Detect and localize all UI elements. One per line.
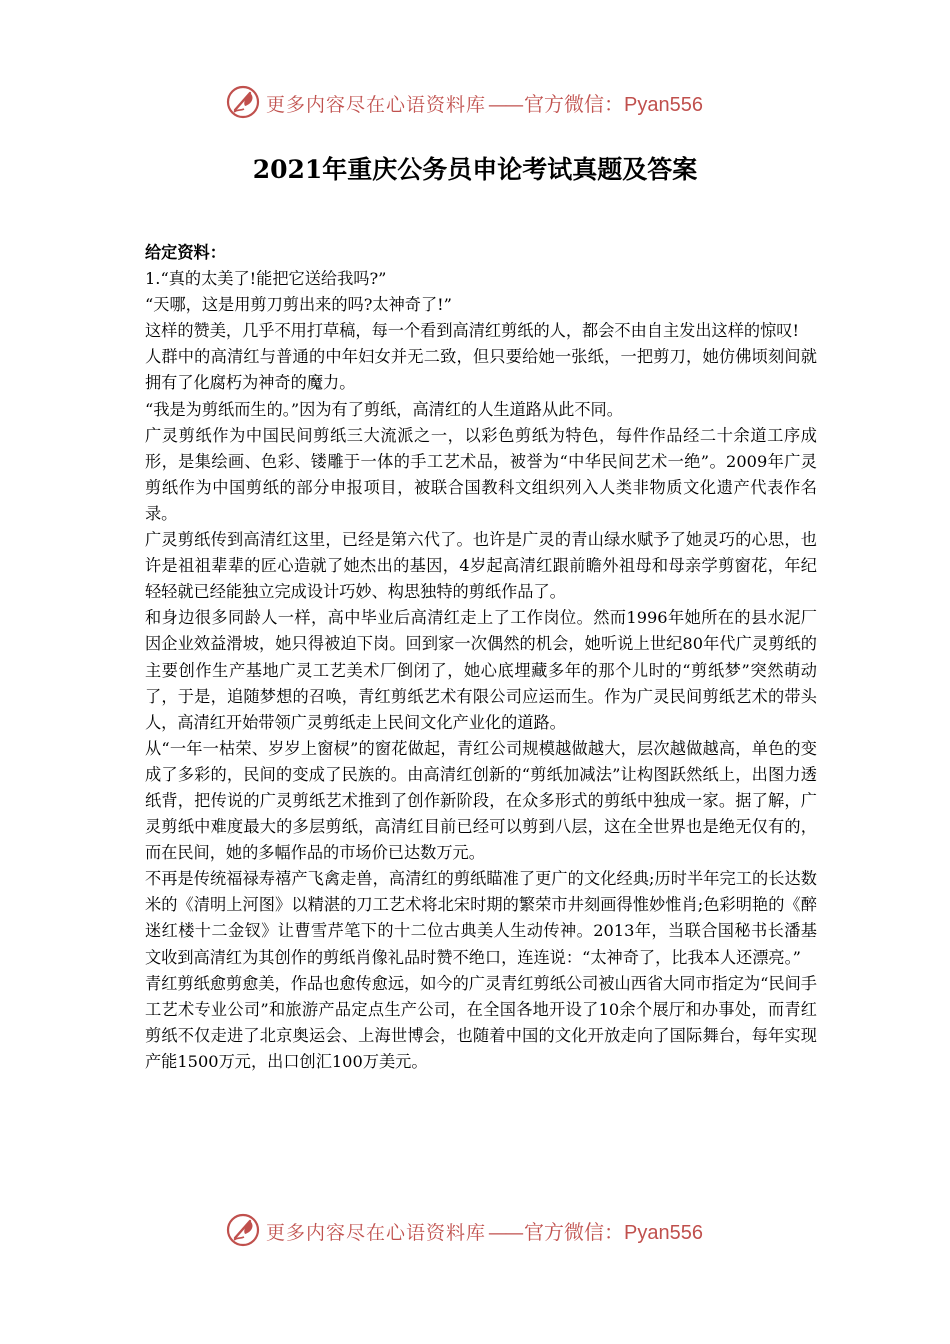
watermark-text: 更多内容尽在心语资料库 —— 官方微信：Pyan556	[266, 1221, 703, 1244]
paragraph: “我是为剪纸而生的。”因为有了剪纸，高清红的人生道路从此不同。	[145, 399, 623, 419]
paragraph: 广灵剪纸传到高清红这里，已经是第六代了。也许是广灵的青山绿水赋予了她灵巧的心思，也许是祖祖辈辈的匠心造就了她杰出的基因，4岁起高清红跟前瞻外祖母和母亲学剪窗花，年纪轻轻就已经能独立完成设计巧妙、构思独特的剪纸作品了。	[145, 530, 817, 602]
section-label: 给定资料：	[145, 243, 226, 262]
watermark-text: 更多内容尽在心语资料库 —— 官方微信：Pyan556	[266, 93, 703, 116]
paragraph: 从“一年一枯荣、岁岁上窗棂”的窗花做起，青红公司规模越做越大，层次越做越高，单色的变成了多彩的，民间的变成了民族的。由高清红创新的“剪纸加减法”让构图跃然纸上，出图力透纸背，把传说的广灵剪纸艺术推到了创作新阶段，在众多形式的剪纸中独成一家。据了解，广灵剪纸中难度最大的多层剪纸，高清红目前已经可以剪到八层，这在全世界也是绝无仅有的，而在民间，她的多幅作品的市场价已达数万元。	[145, 738, 817, 863]
footer-watermark	[226, 1210, 726, 1250]
page-title: 2021年重庆公务员申论考试真题及答案	[252, 155, 698, 184]
header-watermark	[226, 82, 726, 122]
paragraph: 和身边很多同龄人一样，高中毕业后高清红走上了工作岗位。然而1996年她所在的县水泥厂因企业效益滑坡，她只得被迫下岗。回到家一次偶然的机会，她听说上世纪80年代广灵剪纸的主要创作生产基地广灵工艺美术厂倒闭了，她心底埋藏多年的那个儿时的“剪纸梦”突然萌动了，于是，追随梦想的召唤，青红剪纸艺术有限公司应运而生。作为广灵民间剪纸艺术的带头人，高清红开始带领广灵剪纸走上民间文化产业化的道路。	[145, 608, 817, 732]
paragraph: 广灵剪纸作为中国民间剪纸三大流派之一，以彩色剪纸为特色，每件作品经二十余道工序成形，是集绘画、色彩、镂雕于一体的手工艺术品，被誉为“中华民间艺术一绝”。2009年广灵剪纸作为中国剪纸的部分申报项目，被联合国教科文组织列入人类非物质文化遗产代表作名录。	[145, 425, 817, 523]
paragraph: 不再是传统福禄寿禧产飞禽走兽，高清红的剪纸瞄准了更广的文化经典;历时半年完工的长达数米的《清明上河图》以精湛的刀工艺术将北宋时期的繁荣市井刻画得惟妙惟肖;色彩明艳的《醉迷红楼十二金钗》让曹雪芹笔下的十二位古典美人生动传神。2013年，当联合国秘书长潘基文收到高清红为其创作的剪纸肖像礼品时赞不绝口，连连说：“太神奇了，比我本人还漂亮。”	[145, 869, 817, 967]
quill-logo-icon	[226, 1213, 260, 1247]
paragraph: 1.“真的太美了!能把它送给我吗?”	[145, 269, 387, 289]
paragraph: 人群中的高清红与普通的中年妇女并无二致，但只要给她一张纸，一把剪刀，她仿佛顷刻间就拥有了化腐朽为神奇的魔力。	[145, 347, 817, 393]
paragraph: “天哪，这是用剪刀剪出来的吗?太神奇了!”	[145, 295, 452, 315]
document-body	[145, 240, 817, 1075]
paragraph: 青红剪纸愈剪愈美，作品也愈传愈远，如今的广灵青红剪纸公司被山西省大同市指定为“民间手工艺术专业公司”和旅游产品定点生产公司，在全国各地开设了10余个展厅和办事处，而青红剪纸不仅走进了北京奥运会、上海世博会，也随着中国的文化开放走向了国际舞台，每年实现产能1500万元，出口创汇100万美元。	[145, 973, 817, 1071]
quill-logo-icon	[226, 85, 260, 119]
paragraph: 这样的赞美，几乎不用打草稿，每一个看到高清红剪纸的人，都会不由自主发出这样的惊叹!	[145, 321, 800, 341]
